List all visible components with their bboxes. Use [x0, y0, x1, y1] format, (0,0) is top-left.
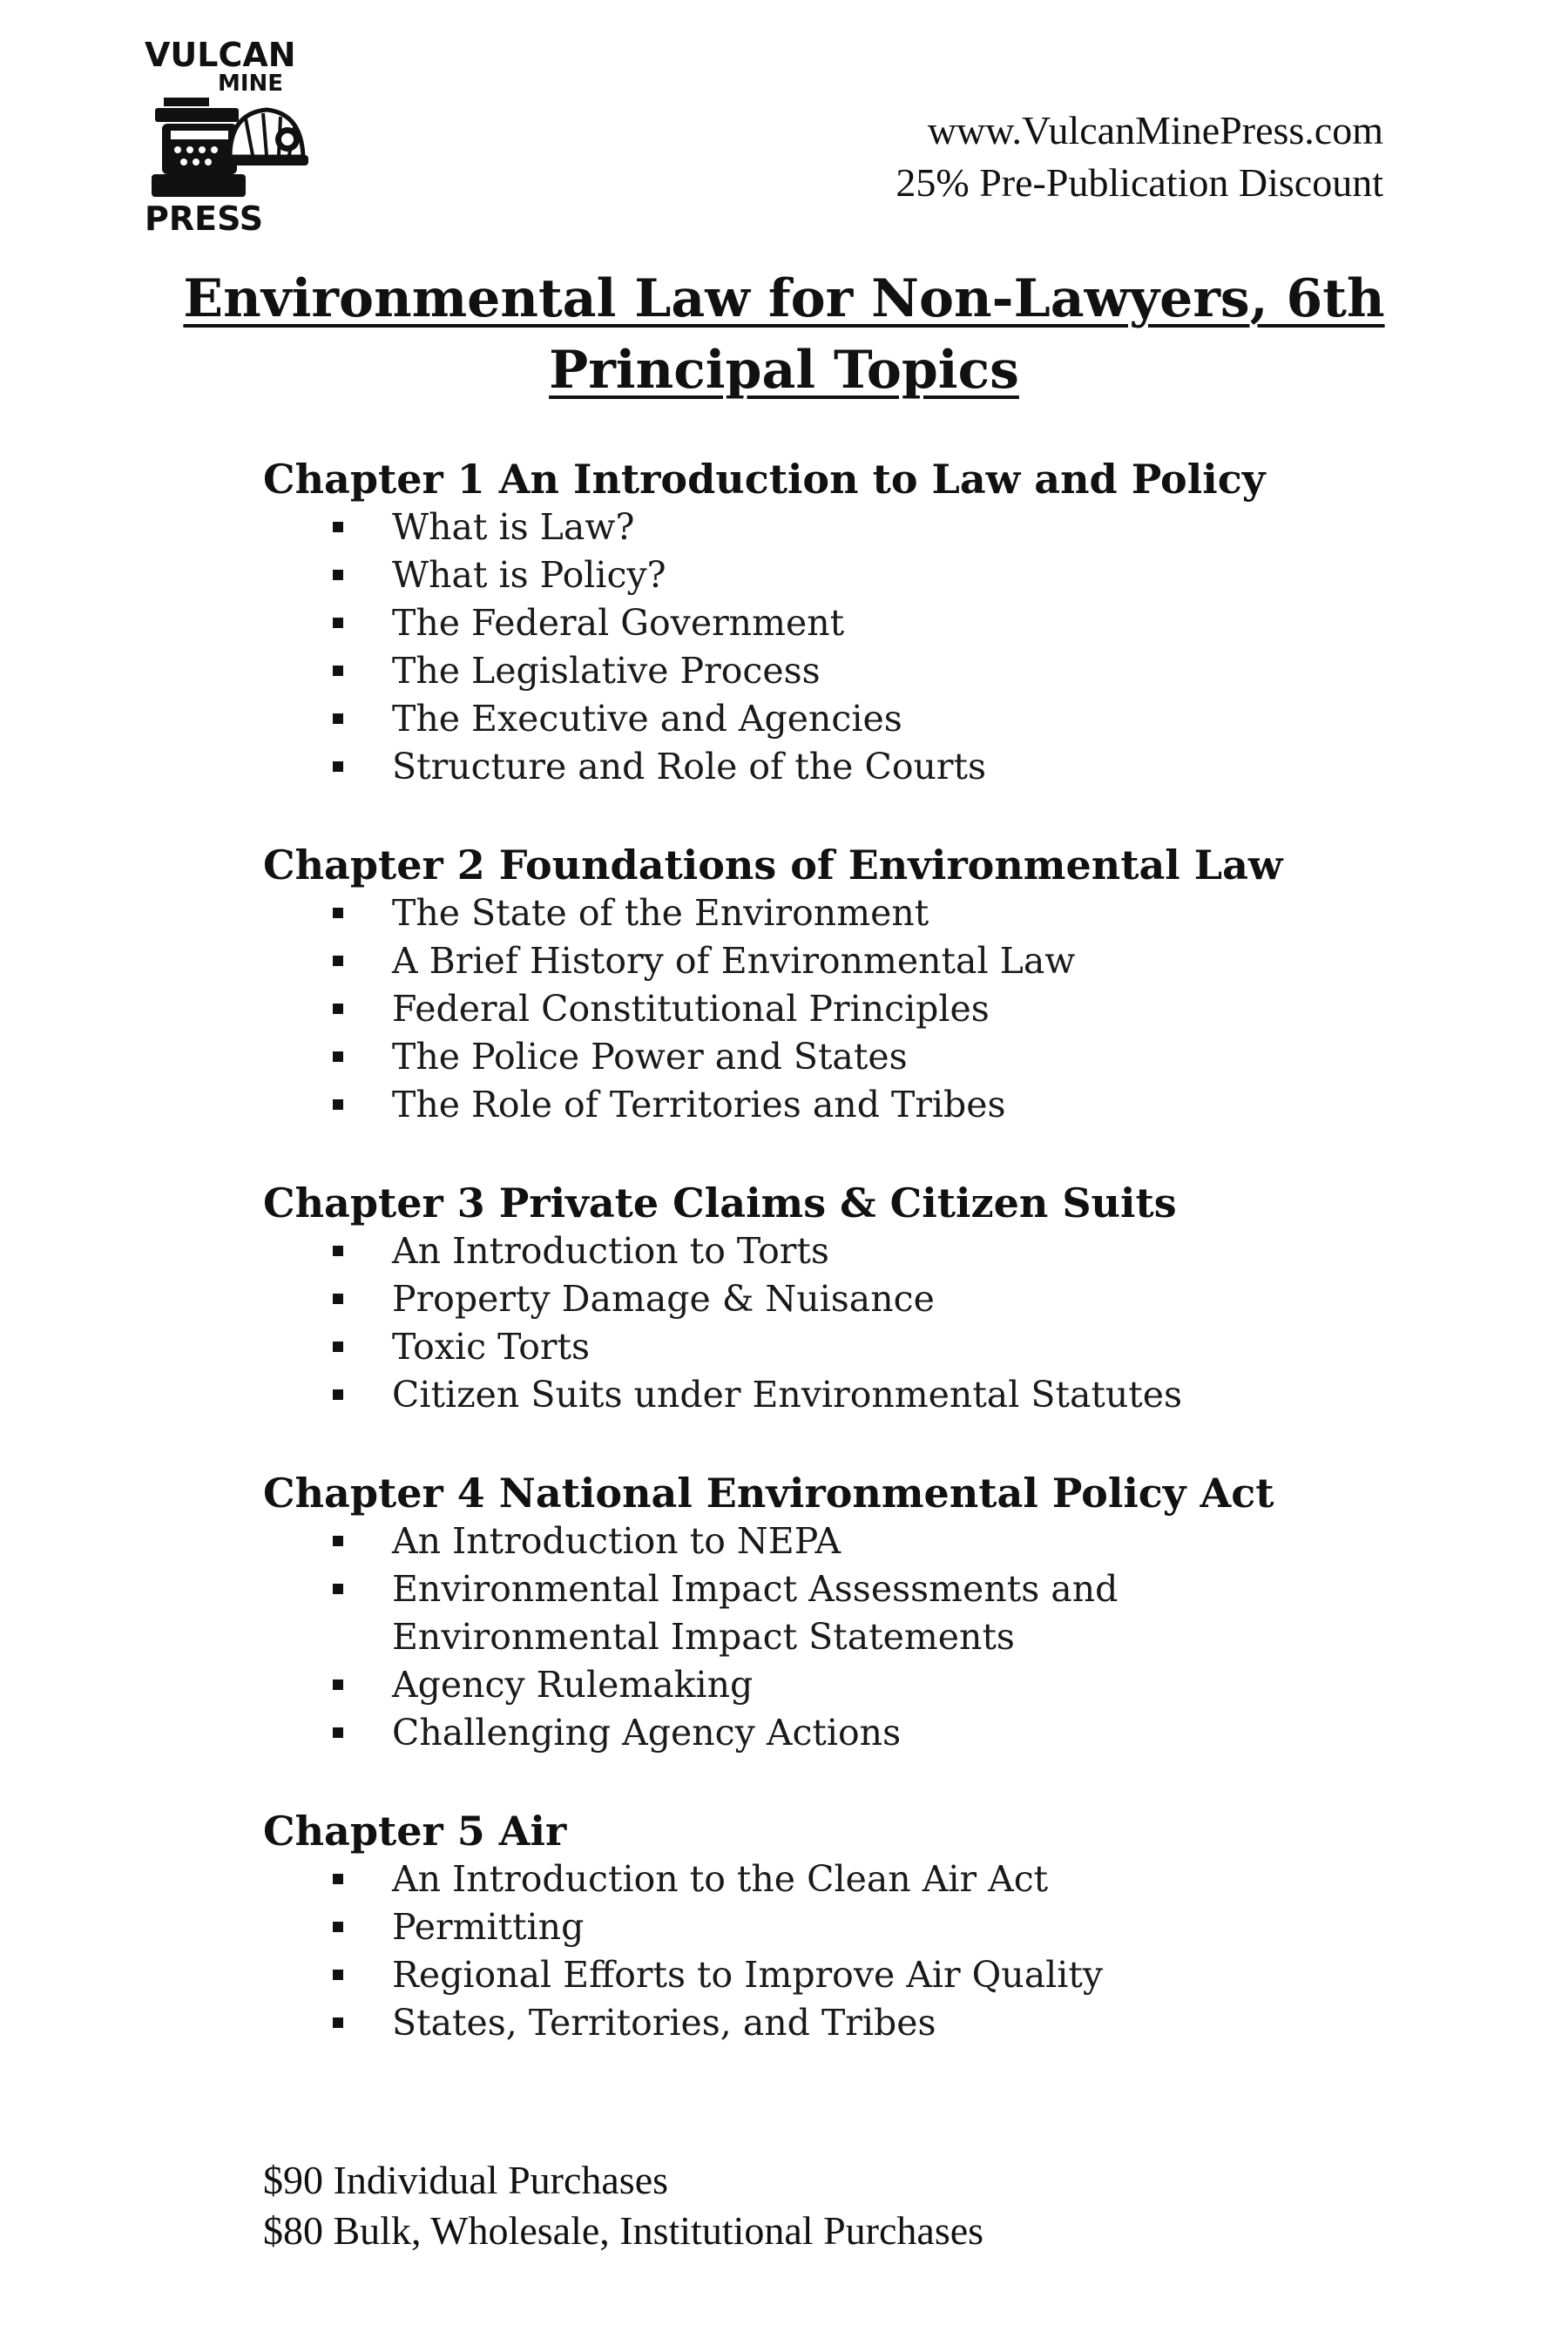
publisher-logo [139, 33, 314, 239]
topic-text: The Legislative Process [392, 650, 821, 692]
square-bullet-icon [333, 1246, 343, 1256]
topic-item [263, 647, 1396, 695]
topic-item [263, 599, 1396, 647]
topic-item [263, 1709, 1396, 1757]
topic-text: Agency Rulemaking [392, 1664, 754, 1706]
topic-text: Toxic Torts [392, 1326, 591, 1368]
chapter-section [263, 1805, 1396, 2047]
square-bullet-icon [333, 1584, 343, 1594]
topic-item [263, 1903, 1396, 1951]
topic-list [263, 1855, 1396, 2047]
chapter-section [263, 1177, 1396, 1419]
topic-item [263, 1371, 1396, 1419]
square-bullet-icon [333, 1051, 343, 1062]
topic-text: What is Law? [392, 506, 635, 548]
square-bullet-icon [333, 1680, 343, 1690]
topic-text: Citizen Suits under Environmental Statutes [392, 1374, 1183, 1416]
website-link[interactable]: www.VulcanMinePress.com [927, 108, 1383, 152]
topic-text: A Brief History of Environmental Law [392, 940, 1076, 982]
square-bullet-icon [333, 1389, 343, 1400]
square-bullet-icon [333, 666, 343, 676]
topic-text: The Executive and Agencies [392, 698, 902, 740]
topic-item [263, 1565, 1396, 1661]
square-bullet-icon [333, 713, 343, 724]
chapter-section [263, 839, 1396, 1129]
discount-note: 25% Pre-Publication Discount [896, 160, 1383, 205]
topic-text: The Police Power and States [392, 1036, 908, 1078]
square-bullet-icon [333, 2017, 343, 2028]
topic-text: The State of the Environment [392, 892, 929, 934]
price-individual: $90 Individual Purchases [263, 2158, 669, 2202]
pricing [263, 2155, 983, 2256]
topic-item [263, 1033, 1396, 1081]
topic-item [263, 889, 1396, 937]
title-line-2: Principal Topics [549, 340, 1019, 401]
topic-text: Structure and Role of the Courts [392, 746, 987, 787]
square-bullet-icon [333, 908, 343, 918]
logo-word-vulcan: VULCAN [145, 36, 296, 74]
square-bullet-icon [333, 1342, 343, 1352]
square-bullet-icon [333, 761, 343, 772]
topic-item [263, 1517, 1396, 1565]
topic-item [263, 937, 1396, 985]
topic-text: An Introduction to NEPA [392, 1520, 841, 1562]
title-line-1: Environmental Law for Non-Lawyers, 6th [183, 268, 1385, 329]
topic-text: Environmental Impact Assessments and Environmental Impact Statements [392, 1568, 1119, 1658]
chapter-title: Chapter 4 National Environmental Policy Act [263, 1470, 1274, 1517]
topic-text: Regional Efforts to Improve Air Quality [392, 1954, 1103, 1996]
topic-text: The Federal Government [392, 602, 845, 644]
chapter-title: Chapter 3 Private Claims & Citizen Suits [263, 1179, 1177, 1227]
topic-list [263, 1227, 1396, 1419]
square-bullet-icon [333, 956, 343, 966]
topic-item [263, 1999, 1396, 2047]
topic-list [263, 1517, 1396, 1757]
square-bullet-icon [333, 1004, 343, 1014]
chapter-title: Chapter 1 An Introduction to Law and Policy [263, 456, 1266, 503]
topic-text: An Introduction to Torts [392, 1230, 829, 1272]
topic-item [263, 743, 1396, 791]
square-bullet-icon [333, 522, 343, 532]
chapter-section [263, 453, 1396, 791]
topic-item [263, 1227, 1396, 1275]
chapter-list [263, 453, 1396, 2095]
topic-item [263, 504, 1396, 551]
chapter-title: Chapter 5 Air [263, 1808, 567, 1855]
topic-item [263, 1275, 1396, 1323]
topic-text: The Role of Territories and Tribes [392, 1084, 1006, 1125]
topic-text: States, Territories, and Tribes [392, 2002, 936, 2044]
topic-list [263, 889, 1396, 1129]
square-bullet-icon [333, 1294, 343, 1304]
contact-info [896, 105, 1383, 209]
price-bulk: $80 Bulk, Wholesale, Institutional Purchases [263, 2208, 984, 2253]
topic-item [263, 1081, 1396, 1129]
logo-word-press: PRESS [145, 199, 264, 238]
square-bullet-icon [333, 1874, 343, 1884]
topic-item [263, 695, 1396, 743]
square-bullet-icon [333, 1970, 343, 1980]
square-bullet-icon [333, 570, 343, 580]
chapter-title: Chapter 2 Foundations of Environmental Law [263, 841, 1283, 889]
document-title [0, 263, 1568, 406]
topic-item [263, 1661, 1396, 1709]
square-bullet-icon [333, 1099, 343, 1110]
topic-text: Challenging Agency Actions [392, 1712, 902, 1754]
square-bullet-icon [333, 1922, 343, 1932]
topic-item [263, 551, 1396, 599]
topic-text: Permitting [392, 1906, 585, 1948]
topic-text: Federal Constitutional Principles [392, 988, 990, 1030]
topic-item [263, 1951, 1396, 1999]
topic-text: What is Policy? [392, 554, 666, 596]
chapter-section [263, 1467, 1396, 1757]
topic-list [263, 504, 1396, 791]
topic-item [263, 1855, 1396, 1903]
typewriter-logo-icon [139, 33, 314, 239]
logo-word-mine: MINE [218, 71, 284, 97]
topic-text: Property Damage & Nuisance [392, 1278, 935, 1320]
square-bullet-icon [333, 618, 343, 628]
topic-text: An Introduction to the Clean Air Act [392, 1858, 1049, 1900]
square-bullet-icon [333, 1727, 343, 1738]
square-bullet-icon [333, 1536, 343, 1546]
topic-item [263, 1323, 1396, 1371]
topic-item [263, 985, 1396, 1033]
